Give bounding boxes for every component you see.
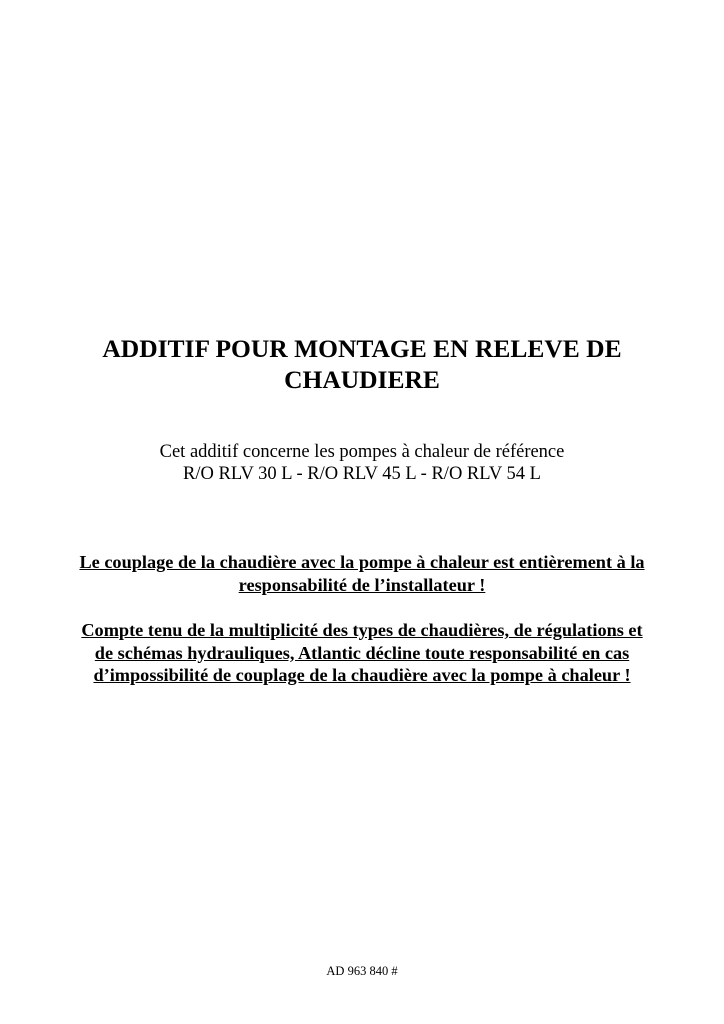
title-line: CHAUDIERE — [284, 365, 440, 394]
document-title — [60, 333, 664, 395]
responsibility-warning — [40, 551, 684, 596]
warning-line: Compte tenu de la multiplicité des types de chaudières, de régulations et — [81, 620, 643, 640]
warning-line: d’impossibilité de couplage de la chaudière avec la pompe à chaleur ! — [93, 665, 631, 685]
disclaimer-warning — [40, 619, 684, 687]
warning-line: responsabilité de l’installateur ! — [238, 574, 486, 595]
intro-paragraph — [60, 441, 664, 485]
warning-line: Le couplage de la chaudière avec la pompe à chaleur est entièrement à la — [79, 552, 645, 572]
intro-line: R/O RLV 30 L - R/O RLV 45 L - R/O RLV 54 L — [183, 464, 541, 484]
warning-line: de schémas hydrauliques, Atlantic décline toute responsabilité en cas — [94, 642, 630, 663]
title-line: ADDITIF POUR MONTAGE EN RELEVE DE — [102, 334, 622, 363]
intro-line: Cet additif concerne les pompes à chaleur de référence — [159, 442, 565, 462]
document-reference: AD 963 840 # — [326, 964, 398, 978]
